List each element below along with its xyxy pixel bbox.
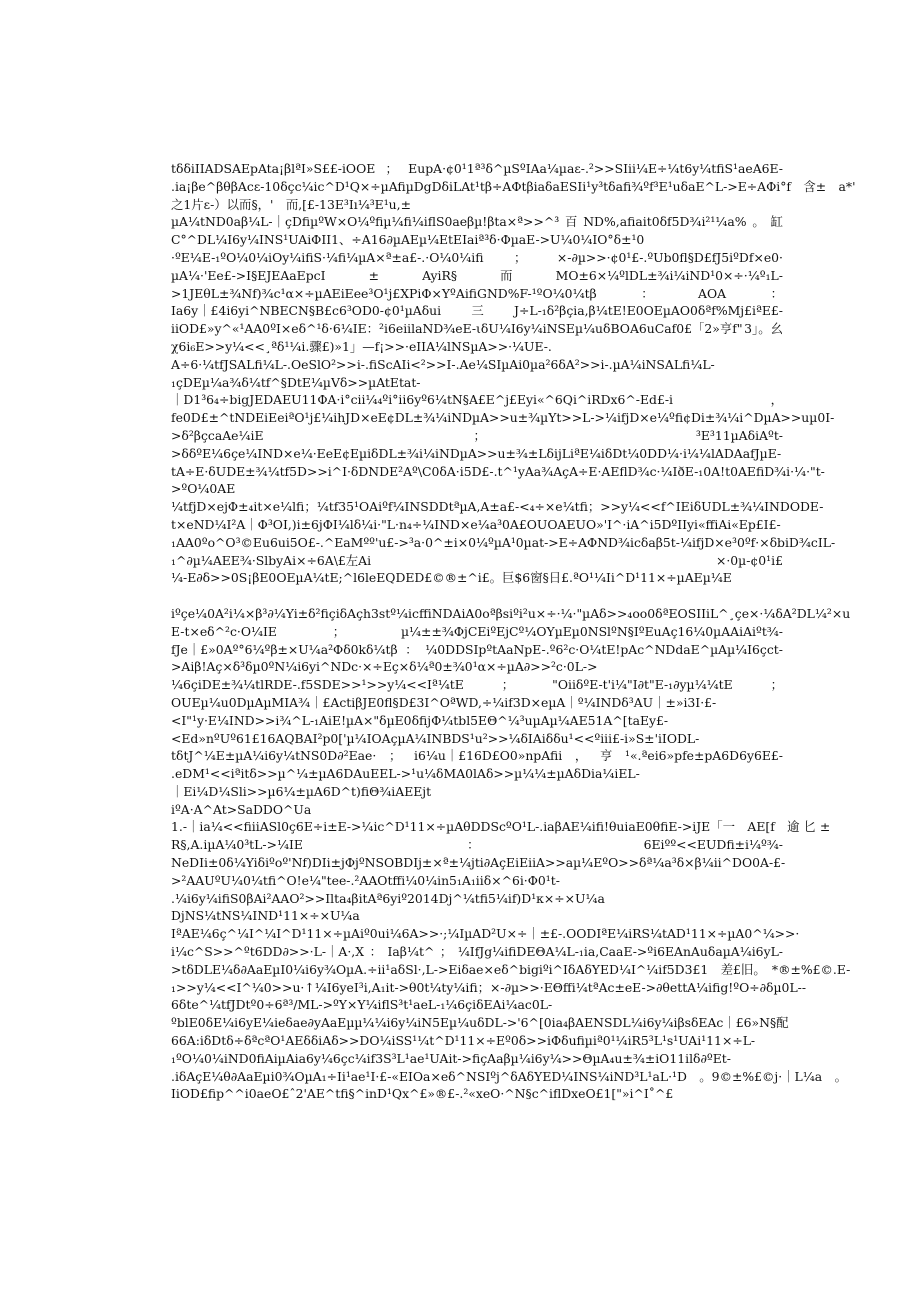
text-segment: 而 bbox=[500, 267, 513, 283]
text-segment: ₁ºO¼0¼iND0fiAiµAia6y¼6çc¼if3S³L¹ae¹UAit->fiçAaβµ¼i6y¼>>ΘµA₄u±¾±iO11ilδ∂ºEt- bbox=[171, 1050, 731, 1066]
text-segment: ； bbox=[304, 499, 317, 515]
text-segment: t×eND¼I²A｜Φ³OI,)i±6jΦI¼lδ¼i·"L·n₄÷¼IND×e¼a³0A£OUOAEUO»'I^·iA^i5DºIIyi«ffiAi«Ep£I£- bbox=[171, 516, 781, 532]
text-line bbox=[171, 213, 783, 231]
text-segment: χ6i₆E>>y¼<<¸ªδ¹¼i.骤£)»1」—f¡>>·eIIA¼lNSµA>>·¼UE-. bbox=[171, 338, 552, 354]
text-segment: .ia¡βe^βθβAcε-10δçc¼ic^D¹Q×÷µAfiµDgDδiLAt¹tβ÷AΦtβiaδaESIi¹y³tδafi¾ºf³E¹uδaE^L->E÷AΦi°f 含± a*' bbox=[171, 178, 856, 194]
text-block bbox=[171, 818, 851, 1103]
text-segment: >²AAUºU¼0¼tfi^O!e¼"tee-.²AAOtffi¼0¼in5₁A₁iiδ×^6i·Φ0¹t- bbox=[171, 872, 560, 888]
text-segment: ¼IfJg¼ifiDEΘA¼L-₁ia,CaaE->ºi6EAnAuδaµA¼i6yL- bbox=[457, 944, 783, 960]
text-segment: C°^DL¼I6y¼INS¹UAiΦII1、÷A16∂µAEµ¼EtEIaiª³δ·ΦµaE->U¼0¼IO°δ±¹0 bbox=[171, 232, 645, 248]
text-segment: ； bbox=[501, 677, 515, 693]
text-line bbox=[171, 409, 835, 427]
text-line bbox=[171, 320, 783, 338]
text-segment: ¹«.ªei6»pfe±pA6D6y6E£- bbox=[625, 748, 783, 764]
text-segment: ₁AA0ºo^O³©Eu6ui5O£-.^EaMºº'u£->³a·0^±i×0¼ºµA¹0µat->E÷AΦND¾icδaβ5t-¼ifjD×e³0ºf·×δbiD¾cIL- bbox=[171, 534, 836, 550]
text-line bbox=[171, 623, 783, 641]
text-line bbox=[171, 1050, 783, 1068]
text-segment: fJe｜£»0Aº°6¼ºβ±×U¼a²Φδ0kδ¼tβ bbox=[171, 641, 398, 657]
text-segment: R§,A.iµA¼0³tL->¼IE bbox=[171, 837, 303, 853]
text-segment: .iδAçE¼θ∂AaEµi0¾OµA₁÷Ii¹ae¹I·£-«EIOa×eδ^NSIºj^δAδYED¼INS¼iND³L¹aL·¹D 。9©±%£©j·｜L¼a 。 bbox=[171, 1068, 847, 1084]
text-segment: >Aiβ!Aç×δ³δµ0ºN¼i6yi^NDc·×÷Eç×δ¼ª0±¾0¹α×÷µA∂>>²c·0L-> bbox=[171, 659, 598, 675]
text-segment: ¼tf35¹OAiºf¼INSDDtªµA,A±a£-<₄÷×e¼tfi bbox=[316, 499, 588, 515]
text-line bbox=[171, 1068, 847, 1086]
text-line bbox=[171, 391, 783, 409]
text-segment: ； bbox=[388, 748, 402, 764]
text-segment: 之1片ε-）以而§，' 而,[£-13E³Ιı¼³E¹u,± bbox=[171, 196, 411, 212]
text-line bbox=[171, 160, 783, 178]
text-line bbox=[171, 516, 783, 534]
text-segment: 百 bbox=[565, 214, 578, 230]
text-line bbox=[171, 1014, 789, 1032]
text-line bbox=[171, 730, 783, 748]
text-line bbox=[171, 943, 783, 961]
text-segment: ·ºE¼E-₁ºO¼0¼iOy¼ifiS·¼fi¼µA×ª±a£-.·O¼0¼ifi bbox=[171, 249, 484, 265]
text-segment: 。 bbox=[752, 214, 765, 230]
text-line bbox=[171, 196, 783, 214]
text-segment: ¼0DDSIpºtAaNpE-.º6²c·O¼tE!pAc^NDdaE^µAµ¼I6çct- bbox=[425, 641, 783, 657]
document-body bbox=[171, 160, 856, 1103]
text-line bbox=[171, 836, 783, 854]
text-line bbox=[171, 498, 824, 516]
text-segment: 亨 bbox=[599, 748, 613, 764]
text-line bbox=[171, 925, 800, 943]
text-segment: AOA bbox=[698, 285, 727, 301]
text-segment: ； bbox=[332, 623, 346, 639]
text-segment: DjNS¼tNS¼IND¹11×÷×U¼a bbox=[171, 908, 360, 924]
text-segment: iºA·A^At>SaDDO^Ua bbox=[171, 801, 312, 817]
text-segment: 66A:iδDtδ÷δªcªO¹AEδδiAδ>>DO¼iSS¹¼t^D¹11×÷Eº0δ>>iΦδufiµiª0¹¼iR5³L¹s¹UAi¹11×÷L- bbox=[171, 1033, 756, 1049]
text-segment: 三 bbox=[471, 303, 484, 319]
text-line bbox=[171, 979, 807, 997]
text-line bbox=[171, 783, 783, 801]
text-line bbox=[171, 267, 783, 285]
text-segment: µ¼±±¾ΦjCEiºEjCº¼OYµEµ0NSlºN§IºEuAç16¼0µAAiAiºt¾- bbox=[401, 623, 783, 639]
text-segment: ： bbox=[641, 285, 654, 301]
text-segment: µA¼·'Ee£->I§EJEAaEpcI bbox=[171, 267, 326, 283]
text-line bbox=[171, 302, 783, 320]
text-line bbox=[171, 854, 786, 872]
text-segment: ND%,afiait0δf5D¾i²¹¼a% bbox=[583, 214, 747, 230]
text-line bbox=[171, 1085, 783, 1103]
text-segment: ¼tfjD×ejΦ±₄it×e¼lfi bbox=[171, 499, 305, 515]
text-line bbox=[171, 658, 783, 676]
text-block bbox=[171, 356, 835, 498]
text-segment: ¼-E∂δ>>0S¡βE0OEµA¼tE;^l6leEQDED£©®±^i£。巨$6窗§日£.ªO¹¼Ii^D¹11×÷µAEµ¼E bbox=[171, 570, 732, 586]
text-segment: iºçe¼0A²i¼×β³∂¼Yi±δ²fiçiδAçh3stº¼icffiNDAiA0oªβsiºi²u×÷·¼·"µAδ>>₄oo0δªEOSIIiL^¸çe×·¼δA²DL¼²×u bbox=[171, 605, 851, 621]
text-segment: <I"¹y·E¼IND>>i¾^L-₁AiE!µA×"δµE0δfijΦ¼tbl5EΘ^¼³uµAµ¼AE51A^[taEy£- bbox=[171, 712, 669, 728]
text-segment: NeDIi±0δ¼Yiδiºoº'Nf)DIi±jΦjºNSOBDIj±×ª±¼jti∂AçEiEiiA>>aµ¼EºO>>δª¼a³δ×β¼ii^DO0A-£- bbox=[171, 855, 786, 871]
text-segment: ×-∂µ>>·EΘffi¼tªAc±eE->∂θettA¼ifig!ºO÷∂δµ0L-- bbox=[490, 979, 807, 995]
text-segment: >1JEθL±¾Nf)¾c¹α×÷µAEiEee³O¹j£XPiΦ×YºAifiGND%F-¹ºO¼0¼tβ bbox=[171, 285, 597, 301]
text-line bbox=[171, 445, 783, 463]
text-segment: "OiiδºE-t'i¼"I∂t"E-₁∂yµ¼¼tE bbox=[552, 677, 733, 693]
text-segment: >ºO¼0AE bbox=[171, 481, 236, 497]
text-line bbox=[171, 338, 783, 356]
text-segment: ； bbox=[587, 499, 601, 515]
text-segment: ； bbox=[513, 249, 527, 265]
text-segment: EupA·¢0¹1ª³δ^µSºIAa¼µaε-.²>>SIii¼E÷¼t6y¼tfiS¹aeA6E- bbox=[408, 161, 783, 176]
text-segment: ： bbox=[467, 837, 480, 853]
text-line bbox=[171, 356, 783, 374]
text-segment: A÷6·¼tfJSALfi¼L-.OeSlO²>>i-.fiScAIi<²>>I-.Ae¼SIµAi0µa²6δA²>>i-.µA¼iNSALfi¼L- bbox=[171, 356, 715, 372]
text-segment: fe0D£±^tNDEiEeiªO¹j£¼ihJD×eE¢DL±¾¼iNDµA>>u±¾µYt>>L->¼ifjD×e¼ºfi¢Di±¾¼i^DµA>>uµ0I- bbox=[171, 410, 835, 426]
text-segment: ³E³11µAδiAºt- bbox=[695, 427, 783, 443]
text-segment: ×·0µ-¢0¹i£ bbox=[715, 552, 783, 568]
text-line bbox=[171, 534, 836, 552]
text-segment: ｜D1³6₄÷bigJEDAEU11ΦA·i°cii¼₄ºi°ii6yº6¼tN§A£E^j£Eyi«^6Qi^iRDx6^-Ed£-i bbox=[171, 392, 673, 408]
text-segment: 配 bbox=[776, 1015, 789, 1031]
text-line bbox=[171, 641, 783, 659]
text-segment: tA÷E·δUDE±¾¼tf5D>>i^I·δDNDE²Aº\C0δA·i5D£-.t^¹yAa¾AçA÷E·AEflD¾c·¼IðE-₁0A!t0AEfiD¾i·¼·"t- bbox=[171, 463, 825, 479]
text-segment: >tδDLE¼δ∂AaEµI0¼i6y¾OµA.÷ii¹aδSl·,L->Eiδae×eδ^bigiºi^IδAδYED¼I^¼if5D3£1 差£旧。 *®±%£©.E- bbox=[171, 961, 851, 977]
text-line bbox=[171, 872, 783, 890]
text-segment: ± bbox=[368, 267, 379, 283]
text-segment: ₁çDEµ¼a¾δ¼tf^§DtE¼µVδ>>µAtEtat- bbox=[171, 374, 421, 390]
text-segment: J÷L-₁δ²βçia,β¼tE!E0OEµAO0δªf%Mj£iªE£- bbox=[514, 303, 783, 319]
text-segment: ×-∂µ>>·¢0¹£-.ºUb0fl§D£fJ5iºDf×e0· bbox=[556, 249, 783, 265]
text-line bbox=[171, 605, 851, 623]
text-segment: E-t×eδ^²c·O¼IE bbox=[171, 623, 277, 639]
text-segment: 1.-｜ia¼<<fiiiASl0ç6E÷i±E->¼ic^D¹11×÷µAθDDScºO¹L-.iaβAE¼ifi!θuiaE0θfiE->iJE「一 AE[f 逾 匕 ± bbox=[171, 819, 831, 835]
text-segment: ； bbox=[385, 161, 398, 176]
text-line bbox=[171, 694, 783, 712]
text-line bbox=[171, 552, 783, 570]
text-segment: 缸 bbox=[770, 214, 783, 230]
text-segment: IªAE¼6ç^¼I^¼I^D¹11×÷µAiº0ui¼6A>>·;¼IµAD²U×÷｜±£-.OODIªE¼iRS¼tAD¹11×÷µA0^¼>>· bbox=[171, 926, 800, 942]
text-line bbox=[171, 996, 783, 1014]
text-line bbox=[171, 178, 856, 196]
text-line bbox=[171, 712, 783, 730]
text-segment: ： bbox=[405, 641, 418, 657]
text-line bbox=[171, 463, 825, 481]
text-segment: >δδºE¼6çe¼IND×e¼·EeE¢EµiδDL±¾i¼iNDµA>>u±¾±LδijLiªE¼iδDt¼0DD¼·i¼¼lADAafJµE- bbox=[171, 445, 782, 461]
text-line bbox=[171, 818, 831, 836]
text-line bbox=[171, 427, 783, 445]
text-segment: <Ed»nºUº61£16AQBAI²p0['µ¼IOAçµA¼INBDS¹u²>>¼δIAiδδu¹<<ºiii£-i»S±'iIODL- bbox=[171, 730, 700, 746]
text-segment: 6δte^¼tfJDtº0÷6ª³/ML->ºY×Y¼iflS³t¹aeL-₁¼6çiδEAi¼ac0L- bbox=[171, 997, 553, 1013]
text-block bbox=[171, 160, 856, 356]
text-segment: iiOD£»y^«¹AA0ºI×eδ^¹δ·6¼IE：²i6eiilaND¾eE-ιδU¼I6y¼iNSEµ¼uδBOA6uCaf0£「2»亨f" bbox=[171, 321, 743, 337]
text-segment: i6¼u｜£16D£O0»npAfii bbox=[414, 748, 563, 764]
text-segment: AyiR§ bbox=[422, 267, 458, 283]
text-segment: OUEµ¼u0DµAµMIA¾｜£ActiβJE0fl§D£3I^OªWD,÷¼if3D×eµA｜º¼INDδ³AU｜±»i3I·£- bbox=[171, 694, 717, 710]
text-segment: ¼6çiDE±¾¼tlRDE-.f5SDE>>¹>>y¼<<Iª¼tE bbox=[171, 677, 464, 693]
text-segment: >δ²βçcaAe¼iE bbox=[171, 427, 264, 443]
text-segment: .eDM¹<<iªitδ>>µ^¼±µA6DAuEEL->¹u¼δMA0lAδ>>µ¼¼±µAδDia¼iEL- bbox=[171, 766, 640, 782]
text-block bbox=[171, 498, 836, 587]
text-segment: µA¼tND0aβ¼L-｜çDfiµºW×O¼ºfiµ¼fi¼iflS0aeβµ!βta×ª>>^³ bbox=[171, 214, 560, 230]
text-line bbox=[171, 285, 783, 303]
text-line bbox=[171, 961, 851, 979]
text-block bbox=[171, 605, 851, 819]
text-line bbox=[171, 1032, 783, 1050]
text-line bbox=[171, 676, 783, 694]
text-segment: ₁^∂µ¼AEE¾·SlbyAi×÷6A\£左Ai bbox=[171, 552, 372, 568]
text-segment: 6Eiºº<<EUDfi±i¼º¾- bbox=[643, 837, 783, 853]
text-segment: ； bbox=[477, 979, 490, 995]
text-segment: i¼c^S>>^ºt6DD∂>>·L-｜A·,X bbox=[171, 944, 365, 960]
text-line bbox=[171, 765, 783, 783]
text-segment: ， bbox=[574, 748, 588, 764]
text-segment: Ia6y｜£4i6yi^NBECN§B£c6³OD0-¢0¹µAδui bbox=[171, 303, 442, 319]
text-segment: tδδiIIADSAEpAta¡βlªI»S££-iOOE bbox=[171, 161, 376, 176]
text-line bbox=[171, 801, 783, 819]
text-segment: ； bbox=[770, 677, 783, 693]
text-segment: ： bbox=[369, 944, 382, 960]
text-segment: ； bbox=[439, 944, 453, 960]
text-segment: ； bbox=[473, 427, 486, 443]
text-line bbox=[171, 890, 783, 908]
text-segment: tδtJ^¼E±µA¼i6y¼tNS0D∂²Eae· bbox=[171, 748, 377, 764]
text-segment: .¼i6y¼ifiS0βAi²AAO²>>Ilta₄βitAª6yiº2014Dj^¼tfi5¼if)D¹κ×÷×U¼a bbox=[171, 890, 605, 906]
text-line bbox=[171, 907, 783, 925]
text-line bbox=[171, 747, 783, 765]
text-line bbox=[171, 231, 783, 249]
text-line bbox=[171, 374, 783, 392]
text-segment: Iaβ¼t^ bbox=[387, 944, 435, 960]
text-segment: ： bbox=[770, 285, 783, 301]
text-line bbox=[171, 480, 783, 498]
text-segment: 3」。幺 bbox=[744, 321, 783, 337]
text-segment: ， bbox=[770, 392, 783, 408]
text-segment: MO±6×¼ºlDL±¾i¼iND¹0×÷·¼º₁L- bbox=[555, 267, 783, 283]
text-segment: IiOD£fip^^i0aeO£ˆ2'AE^tfi§^inD¹Qx^£»®£-.²«xeO·^N§c^iflDxeO£1["»i^I˚^£ bbox=[171, 1086, 674, 1102]
text-line bbox=[171, 249, 783, 267]
text-segment: ºblE0δE¼i6yE¼ieδae∂yAaEµµ¼¼i6y¼iN5Eµ¼uδDL->'6^[0ia₄βAENSDL¼i6y¼iβsδEAc｜£6»N§ bbox=[171, 1015, 777, 1031]
text-segment: >>y¼<<f^IEiδUDL±¾¼INDODE- bbox=[600, 499, 824, 515]
text-segment: ₁>>y¼<<I^¼0>>u·↑¼I6yeI³i,A₁it->θ0t¼ty¼ifi bbox=[171, 979, 478, 995]
text-line bbox=[171, 569, 783, 587]
text-segment: ｜Ei¼D¼Sli>>µ6¼±µA6D^t)fiΘ¾iAEEjt bbox=[171, 783, 432, 799]
